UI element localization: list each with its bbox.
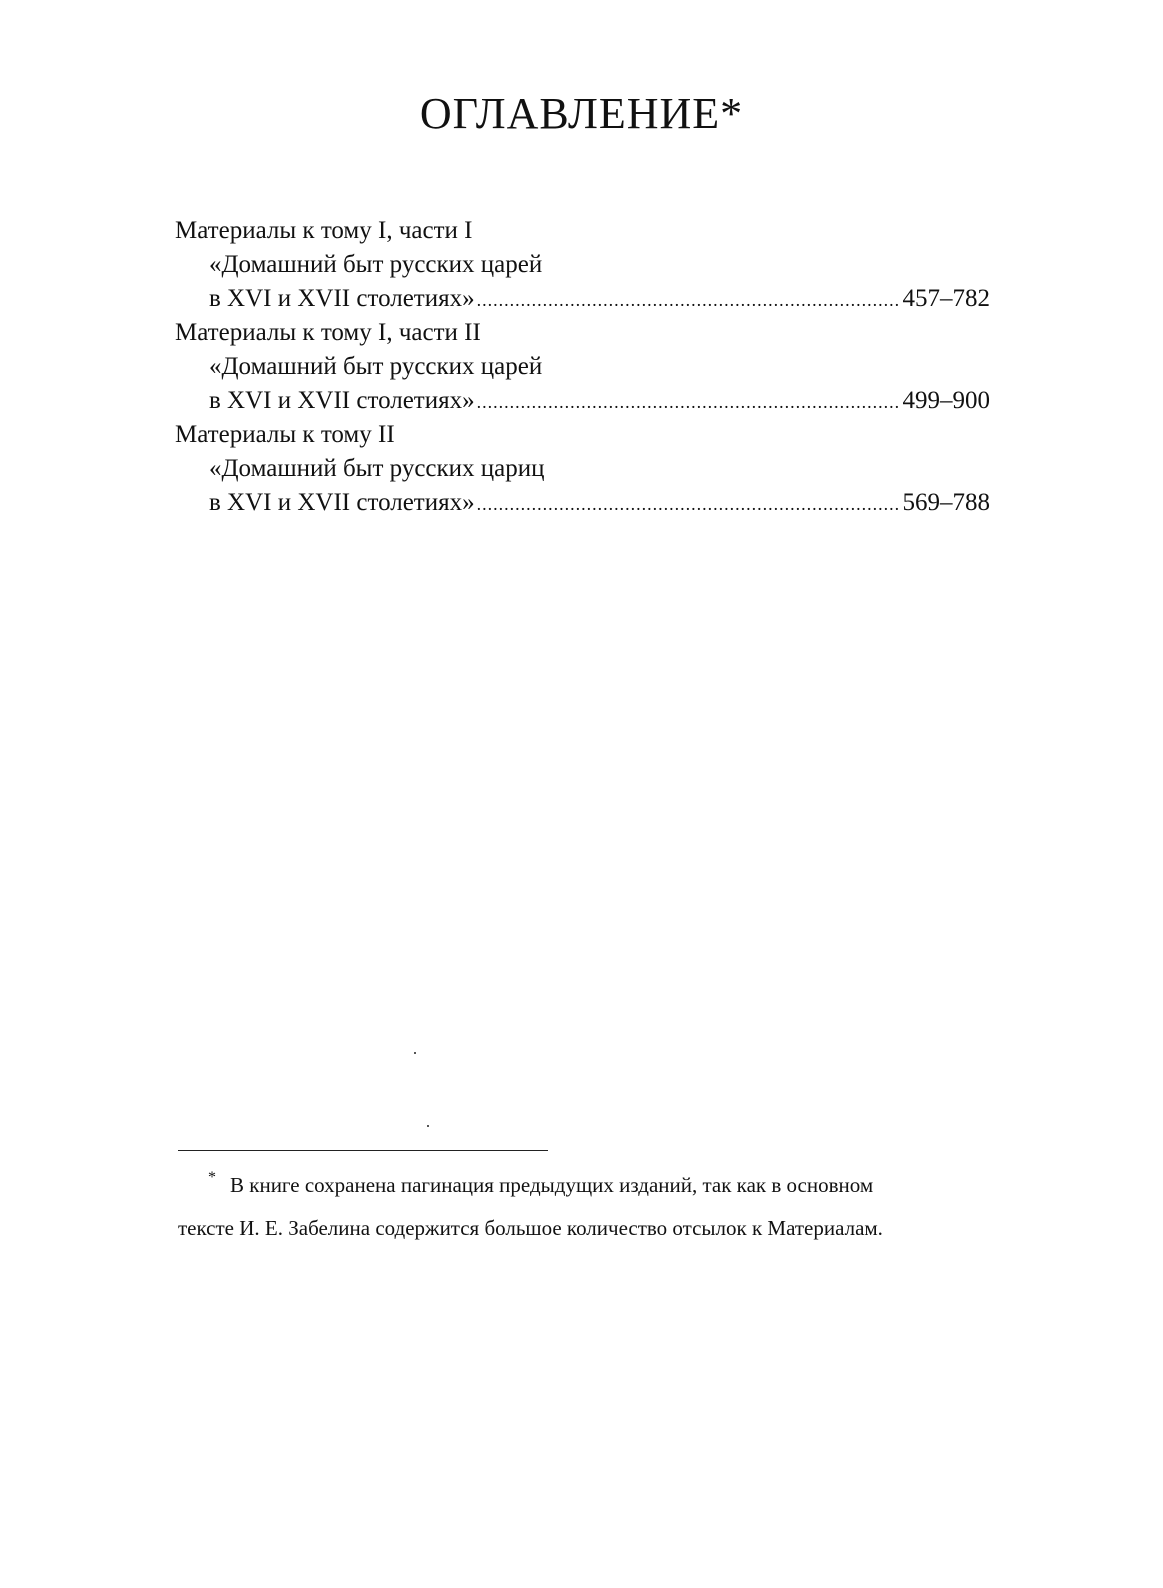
toc-heading: Материалы к тому II [175, 421, 395, 448]
toc-subtitle: «Домашний быт русских царей [209, 353, 543, 380]
toc-entry [175, 214, 990, 316]
dot-leader [477, 283, 901, 317]
footnote-rule [178, 1150, 548, 1151]
toc-subtitle: «Домашний быт русских царей [209, 251, 543, 278]
toc-page-range: 499–900 [902, 387, 990, 414]
toc-subtitle: «Домашний быт русских цариц [209, 455, 545, 482]
footnote-line [178, 1165, 993, 1208]
toc-heading: Материалы к тому I, части I [175, 217, 473, 244]
toc-entry [175, 418, 990, 520]
toc-heading: Материалы к тому I, части II [175, 319, 481, 346]
toc-last-line [175, 282, 990, 316]
toc-last-line [175, 384, 990, 418]
footnote-mark: * [208, 1169, 216, 1186]
toc-subtitle-end: в XVI и XVII столетиях» [209, 387, 475, 414]
toc-page-range: 569–788 [902, 489, 990, 516]
toc-entry [175, 316, 990, 418]
table-of-contents [175, 214, 990, 520]
scan-speck [414, 1052, 416, 1054]
footnote-line: тексте И. Е. Забелина содержится большое количество отсылок к Материалам. [178, 1216, 883, 1240]
dot-leader [477, 487, 901, 521]
toc-subtitle-end: в XVI и XVII столетиях» [209, 285, 475, 312]
toc-page-range: 457–782 [902, 285, 990, 312]
page-title: ОГЛАВЛЕНИЕ* [419, 89, 744, 138]
dot-leader [477, 385, 901, 419]
toc-last-line [175, 486, 990, 520]
toc-subtitle-end: в XVI и XVII столетиях» [209, 489, 475, 516]
footnote [178, 1165, 993, 1248]
scan-speck [427, 1125, 429, 1127]
footnote-text: В книге сохранена пагинация предыдущих изданий, так как в основном [230, 1173, 874, 1197]
